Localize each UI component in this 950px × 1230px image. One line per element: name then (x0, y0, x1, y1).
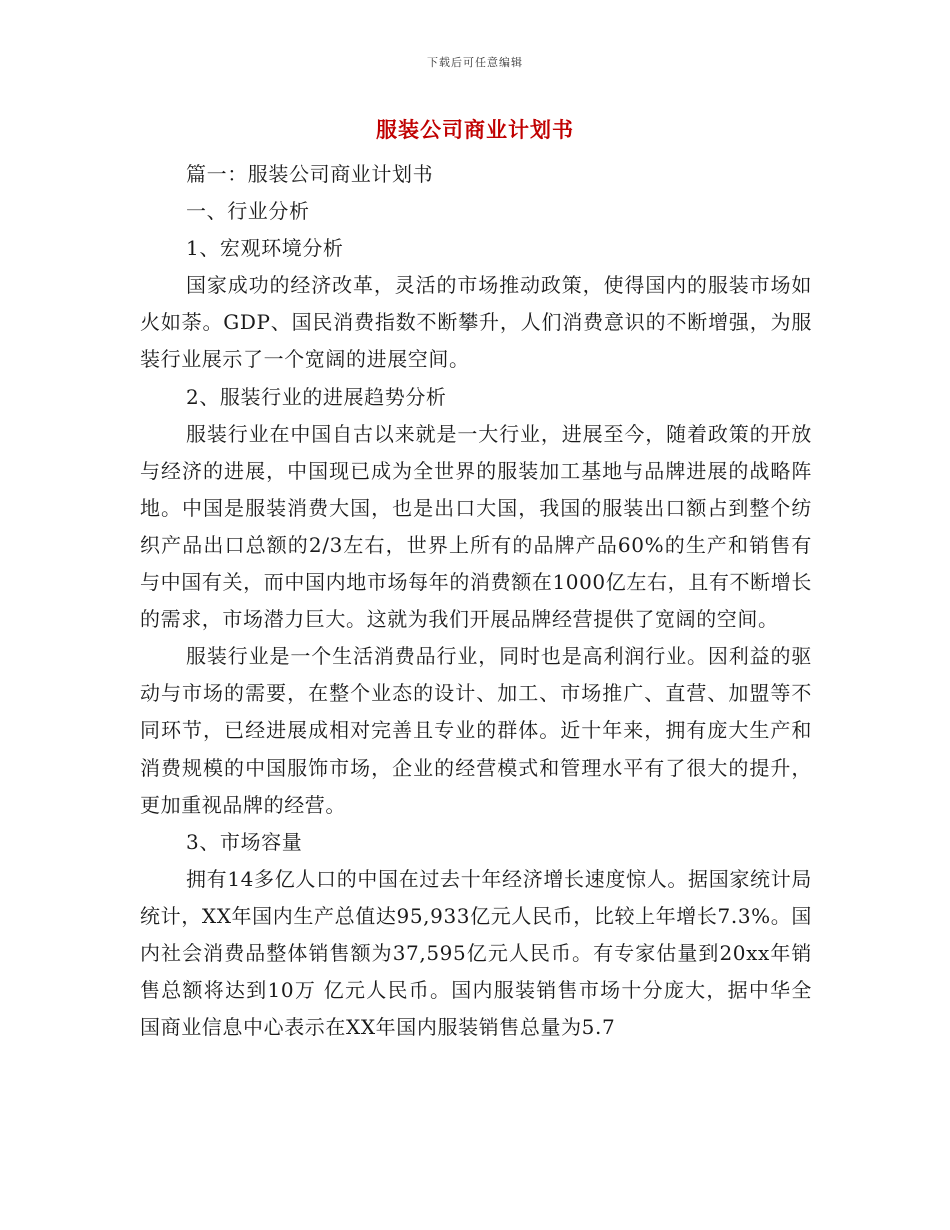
section-heading-industry-analysis: 一、行业分析 (186, 199, 310, 224)
document-title: 服装公司商业计划书 (376, 117, 574, 142)
subsection-heading-macro-environment: 1、宏观环境分析 (186, 236, 344, 261)
document-body (140, 156, 812, 1046)
paragraph-industry-profit: 服装行业是一个生活消费品行业，同时也是高利润行业。因利益的驱动与市场的需要，在整个业态的设计、加工、市场推广、直营、加盟等不同环节，已经进展成相对完善且专业的群体。近十年来，拥有庞大生产和消费规模的中国服饰市场，企业的经营模式和管理水平有了很大的提升，更加重视品牌的经营。 (140, 644, 812, 817)
paragraph-industry-trend: 服装行业在中国自古以来就是一大行业，进展至今，随着政策的开放与经济的进展，中国现已成为全世界的服装加工基地与品牌进展的战略阵地。中国是服装消费大国，也是出口大国，我国的服装出口额占到整个纺织产品出口总额的2/3左右，世界上所有的品牌产品60%的生产和销售有与中国有关，而中国内地市场每年的消费额在1000亿左右，且有不断增长的需求，市场潜力巨大。这就为我们开展品牌经营提供了宽阔的空间。 (140, 421, 812, 632)
paragraph-market-capacity: 拥有14多亿人口的中国在过去十年经济增长速度惊人。据国家统计局统计，XX年国内生产总值达95,933亿元人民币，比较上年增长7.3%。国内社会消费品整体销售额为37,595亿元人民币。有专家估量到20xx年销售总额将达到10万 亿元人民币。国内服装销售市场十分庞大，据中华全国商业信息中心表示在XX年国内服装销售总量为5.7 (140, 866, 812, 1040)
section-heading-part-one: 篇一：服装公司商业计划书 (186, 162, 434, 186)
subsection-heading-industry-trend: 2、服装行业的进展趋势分析 (186, 384, 447, 409)
paragraph-macro-environment: 国家成功的经济改革，灵活的市场推动政策，使得国内的服装市场如火如荼。GDP、国民消费指数不断攀升，人们消费意识的不断增强，为服装行业展示了一个宽阔的进展空间。 (140, 273, 812, 372)
subsection-heading-market-capacity: 3、市场容量 (186, 829, 303, 854)
header-note: 下载后可任意编辑 (427, 56, 523, 69)
